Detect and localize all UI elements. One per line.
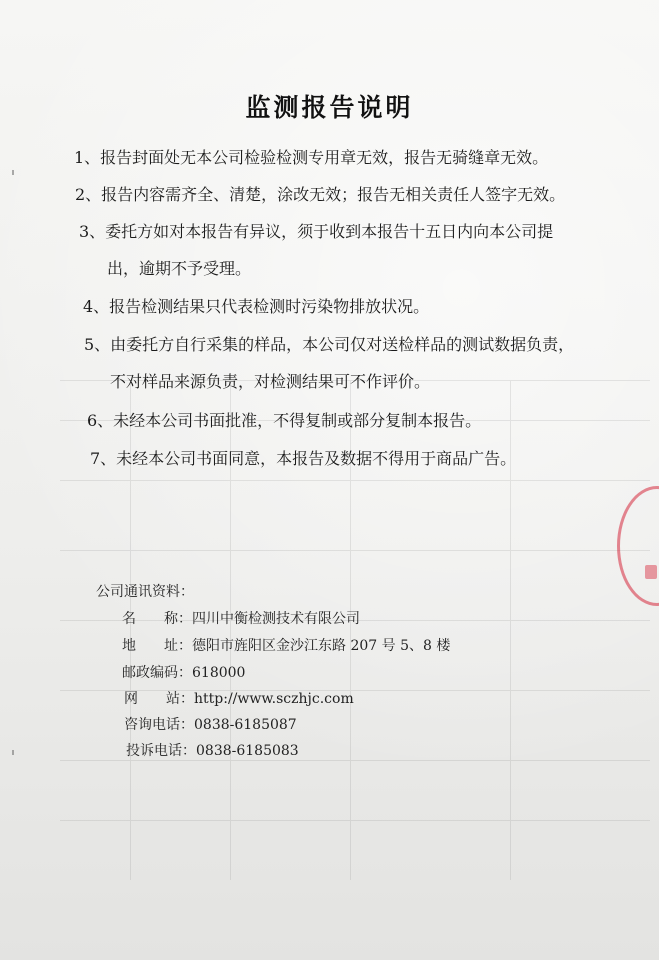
contact-website-value: http://www.sczhjc.com <box>194 691 354 707</box>
contact-complaint-value: 0838-6185083 <box>196 743 299 759</box>
note-item-7: 7、未经本公司书面同意，本报告及数据不得用于商品广告。 <box>90 449 517 468</box>
contact-consult-label: 咨询电话： <box>124 717 194 733</box>
contact-website-label: 网 站： <box>124 691 194 707</box>
note-item-3: 3、委托方如对本报告有异议，须于收到本报告十五日内向本公司提 <box>79 222 554 241</box>
contact-address-row <box>122 637 450 655</box>
contact-complaint-label: 投诉电话： <box>126 743 196 759</box>
contact-name-row <box>122 610 360 628</box>
contact-address-label: 地 址： <box>122 638 192 654</box>
note-item-2: 2、报告内容需齐全、清楚，涂改无效；报告无相关责任人签字无效。 <box>75 185 566 204</box>
contact-address-value: 德阳市旌阳区金沙江东路 207 号 5、8 楼 <box>192 638 451 654</box>
note-item-1: 1、报告封面处无本公司检验检测专用章无效，报告无骑缝章无效。 <box>74 148 549 167</box>
note-item-6: 6、未经本公司书面批准，不得复制或部分复制本报告。 <box>87 411 482 430</box>
contact-heading: 公司通讯资料： <box>96 584 194 600</box>
contact-name-label: 名 称： <box>122 611 192 627</box>
note-item-5: 5、由委托方自行采集的样品，本公司仅对送检样品的测试数据负责， <box>84 335 575 354</box>
contact-consult-row <box>124 716 297 734</box>
contact-consult-value: 0838-6185087 <box>194 717 297 733</box>
seal-stamp-edge <box>617 486 659 606</box>
contact-complaint-row <box>126 742 299 760</box>
binding-mark <box>12 750 14 755</box>
note-item-4: 4、报告检测结果只代表检测时污染物排放状况。 <box>83 297 430 316</box>
note-item-3-cont: 出，逾期不予受理。 <box>107 259 252 278</box>
contact-website-row <box>124 690 354 708</box>
binding-mark <box>12 170 14 175</box>
contact-name-value: 四川中衡检测技术有限公司 <box>192 611 360 627</box>
contact-postcode-row <box>122 664 245 682</box>
page-title: 监测报告说明 <box>245 93 414 122</box>
seal-stamp-fragment <box>645 565 657 579</box>
note-item-5-cont: 不对样品来源负责，对检测结果可不作评价。 <box>110 372 431 391</box>
contact-postcode-value: 618000 <box>192 665 246 681</box>
contact-postcode-label: 邮政编码： <box>122 665 192 681</box>
